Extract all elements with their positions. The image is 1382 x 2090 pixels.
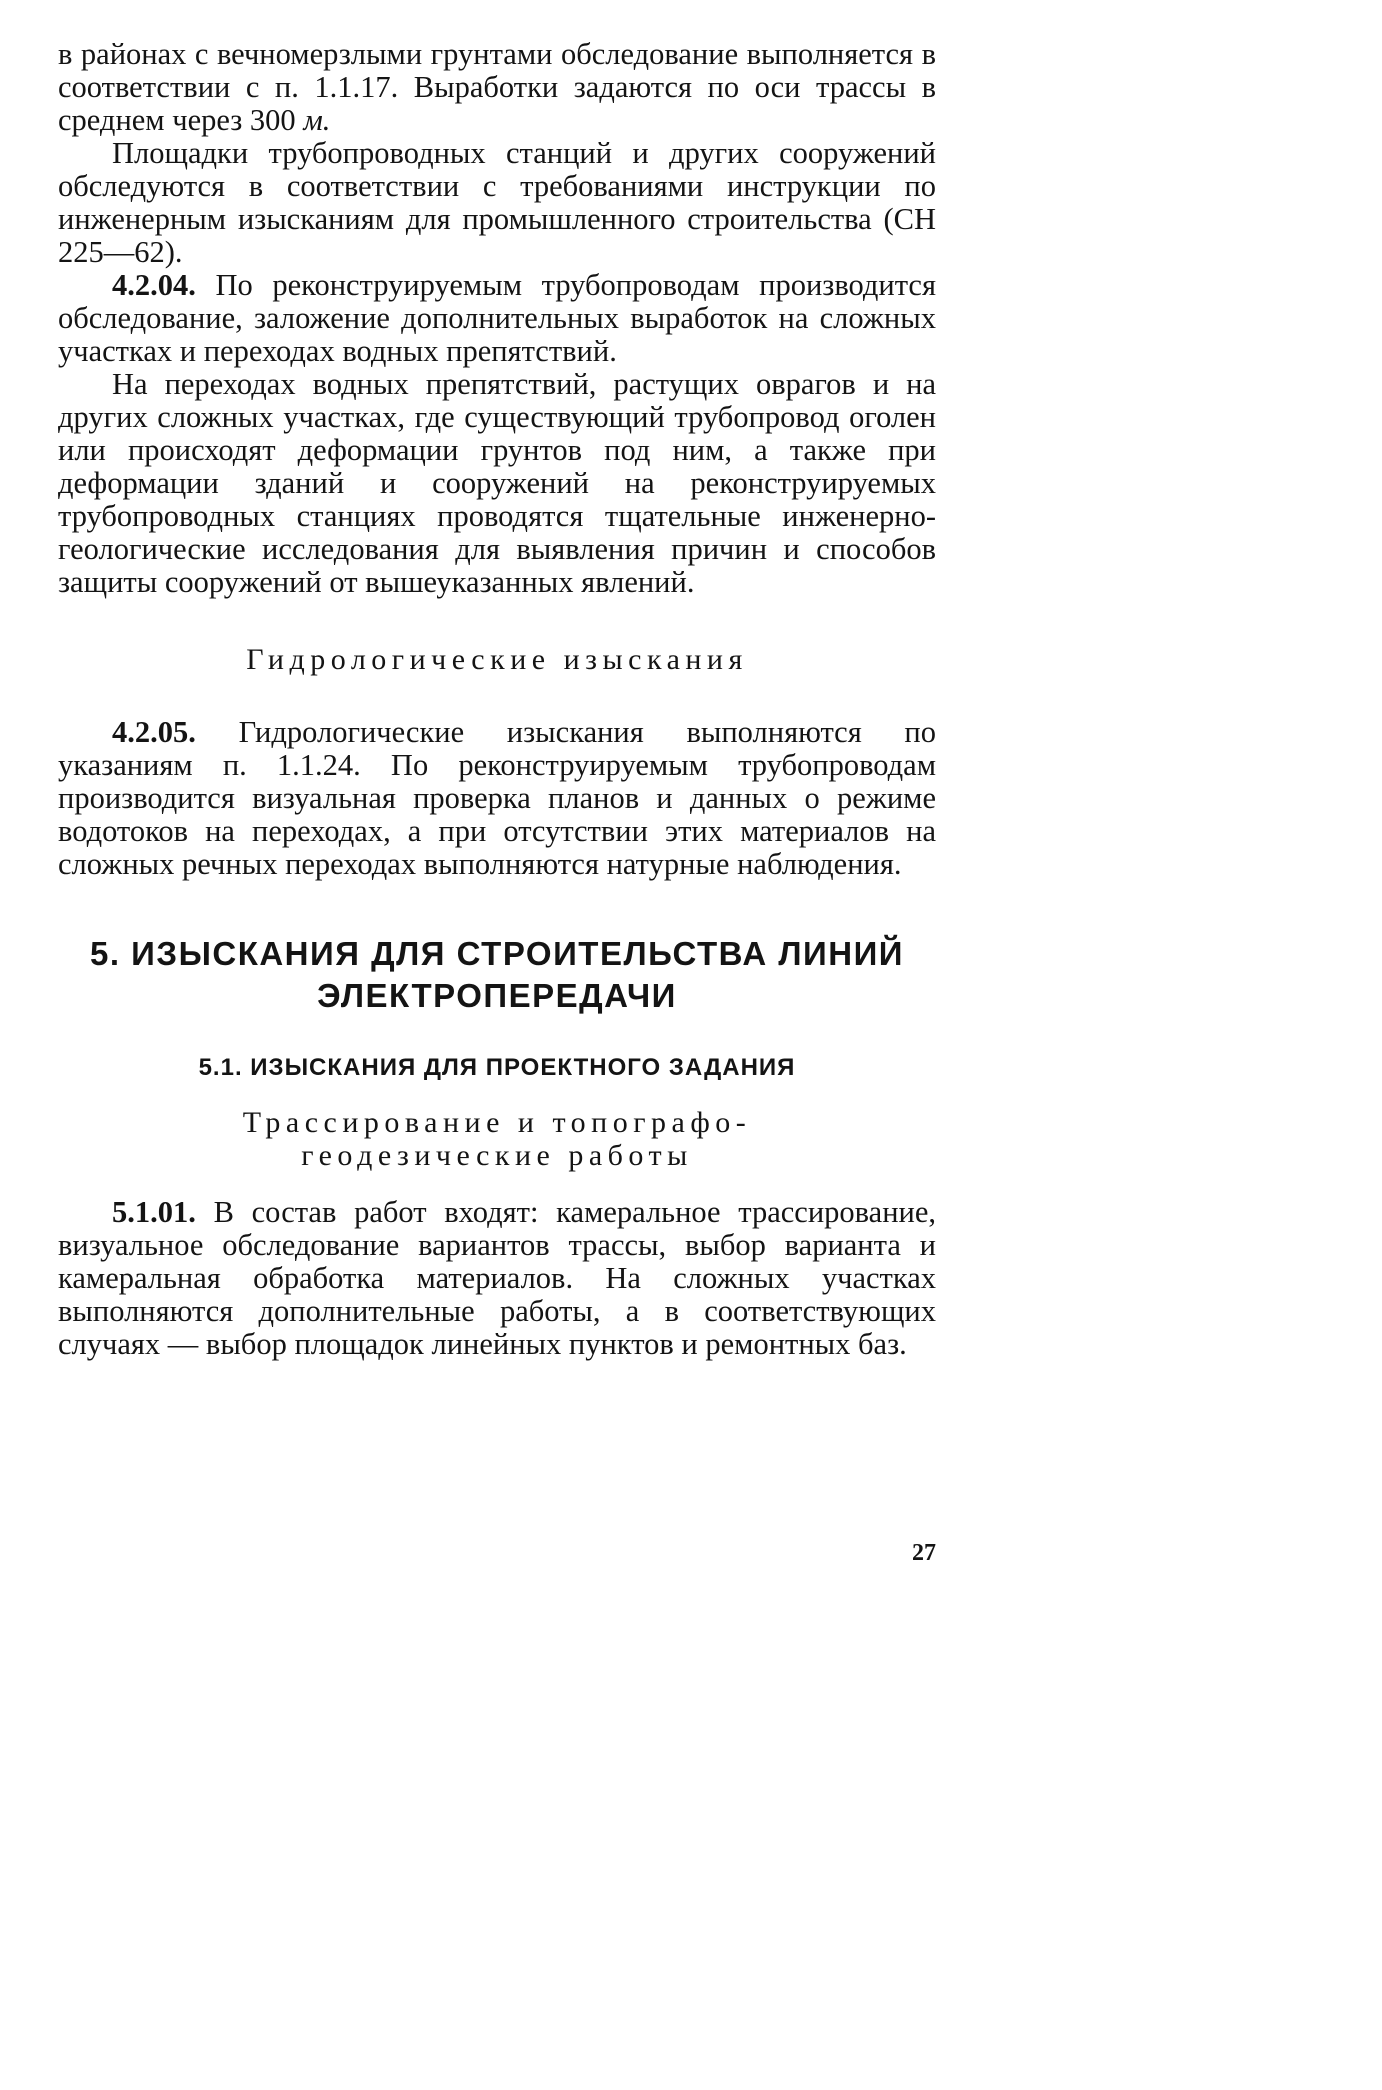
clause-number: 4.2.05. xyxy=(112,715,196,749)
section-heading: 5.1. ИЗЫСКАНИЯ ДЛЯ ПРОЕКТНОГО ЗАДАНИЯ xyxy=(198,1054,796,1081)
unit-meter: м. xyxy=(303,103,331,137)
paragraph-5-1-01 xyxy=(58,1196,936,1361)
paragraph-4-2-05 xyxy=(58,716,936,881)
paragraph-text: По реконструируемым трубопроводам производится обследование, заложение дополнительных выработок на сложных участках и переходах водных препятствий. xyxy=(58,268,937,368)
paragraph-text: в районах с вечномерзлыми грунтами обследование выполняется в соответствии с п. 1.1.17. Выработки задаются по оси трассы в среднем через 300 xyxy=(58,37,936,137)
paragraph-text: В состав работ входят: камеральное трассирование, визуальное обследование вариантов трассы, выбор варианта и камеральная обработка материалов. На сложных участках выполняются дополнительные работы, а в соответствующих случаях — выбор площадок линейных пунктов и ремонтных баз. xyxy=(58,1195,937,1361)
paragraph-text: Гидрологические изыскания выполняются по указаниям п. 1.1.24. По реконструируемым трубопроводам производится визуальная проверка планов и данных о режиме водотоков на переходах, а при отсутствии этих материалов на сложных речных переходах выполняются натурные наблюдения. xyxy=(58,715,937,881)
chapter-heading-line-2: ЭЛЕКТРОПЕРЕДАЧИ xyxy=(317,977,677,1014)
chapter-heading-line-1: 5. ИЗЫСКАНИЯ ДЛЯ СТРОИТЕЛЬСТВА ЛИНИЙ xyxy=(89,935,905,972)
paragraph-water-crossings: На переходах водных препятствий, растущих оврагов и на других сложных участках, где существующий трубопровод оголен или происходят деформации грунтов под ним, а также при деформации зданий и сооружений на реконструируемых трубопроводных станциях проводятся тщательные инженерно-геологические исследования для выявления причин и способов защиты сооружений от вышеуказанных явлений. xyxy=(58,367,936,599)
paragraph-continuation xyxy=(58,38,936,137)
subheading-line-2: геодезические работы xyxy=(301,1139,693,1172)
clause-number: 4.2.04. xyxy=(112,268,196,302)
chapter-heading xyxy=(58,933,936,1017)
paragraph-4-2-04 xyxy=(58,269,936,368)
clause-number: 5.1.01. xyxy=(112,1195,196,1229)
page-number: 27 xyxy=(912,1540,936,1566)
subheading-hydrological-surveys: Гидрологические изыскания xyxy=(246,643,748,676)
paragraph-sites: Площадки трубопроводных станций и других сооружений обследуются в соответствии с требованиями инструкции по инженерным изысканиям для промышленного строительства (СН 225—62). xyxy=(58,136,936,269)
subheading-line-1: Трассирование и топографо- xyxy=(242,1106,752,1139)
subheading-routing-surveying xyxy=(58,1106,936,1172)
